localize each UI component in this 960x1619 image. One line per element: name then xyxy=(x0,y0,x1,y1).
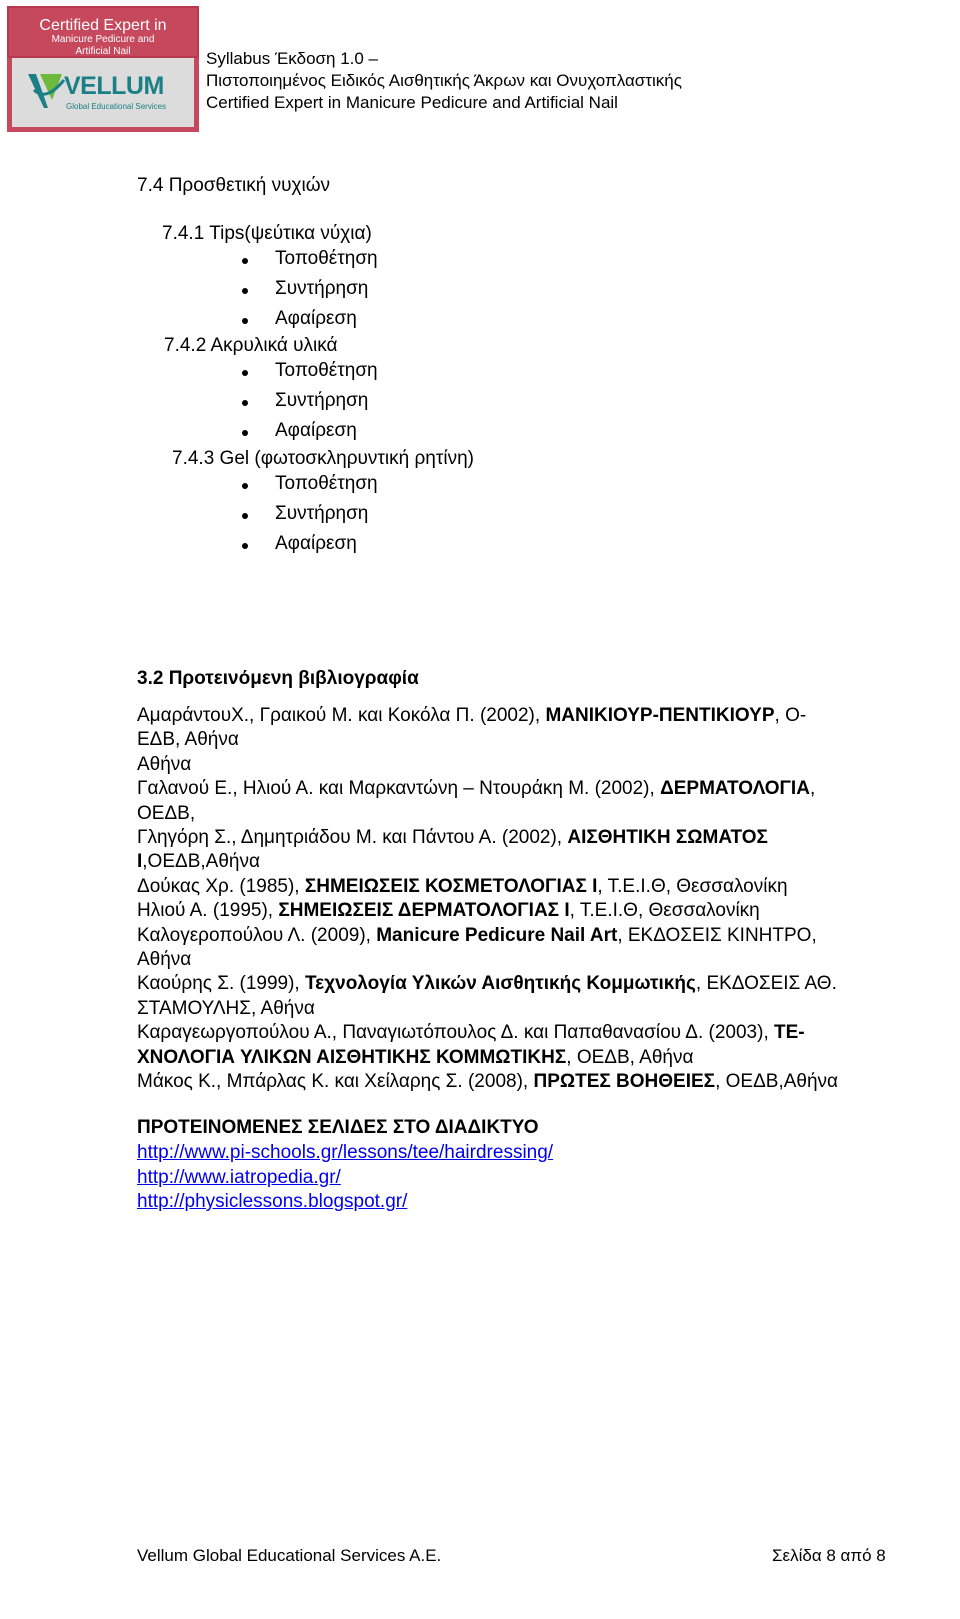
bibliography-text: Αθήνα xyxy=(137,754,192,775)
bibliography-text: , ΕΚΔΟΣΕΙΣ ΑΘ. xyxy=(695,973,837,994)
bibliography-bold-text: ΣΗΜΕΙΩΣΕΙΣ ΚΟΣΜΕΤΟΛΟΓΙΑΣ Ι xyxy=(304,876,598,897)
bibliography-line xyxy=(137,876,788,898)
bullet-item: Τοποθέτηση xyxy=(275,248,378,269)
bibliography-line xyxy=(137,827,768,849)
bibliography-line xyxy=(137,900,760,922)
bullet-item: Συντήρηση xyxy=(275,503,369,524)
bibliography-line xyxy=(137,998,315,1020)
bibliography-text: Αθήνα xyxy=(137,949,192,970)
logo-brand-panel xyxy=(7,58,199,132)
bullet-item: Τοποθέτηση xyxy=(275,473,378,494)
bibliography-text: Ηλιού Α. (1995), xyxy=(137,900,279,921)
bibliography-text: , Τ.Ε.Ι.Θ, Θεσσαλονίκη xyxy=(569,900,760,921)
bullet-item: Αφαίρεση xyxy=(275,420,357,441)
bibliography-text: Δούκας Χρ. (1985), xyxy=(137,876,305,897)
bibliography-bold-text: ΤΕ- xyxy=(774,1022,805,1043)
bibliography-text: Μάκος Κ., Μπάρλας Κ. και Χείλαρης Σ. (2008), xyxy=(137,1071,534,1092)
bibliography-bold-text: Manicure Pedicure Nail Art xyxy=(376,925,618,946)
logo-line-2: Manicure Pedicure and xyxy=(51,34,155,45)
bullet-item: Αφαίρεση xyxy=(275,308,357,329)
bibliography-line xyxy=(137,973,837,995)
bibliography-title: 3.2 Προτεινόμενη βιβλιογραφία xyxy=(137,668,419,689)
bibliography-line xyxy=(137,705,806,727)
bullet-dot-icon xyxy=(242,430,248,436)
bullet-dot-icon xyxy=(242,513,248,519)
bullet-dot-icon xyxy=(242,288,248,294)
bibliography-text: ΣΤΑΜΟΥΛΗΣ, Αθήνα xyxy=(137,998,315,1019)
company-logo xyxy=(7,6,199,132)
bibliography-line xyxy=(137,1047,693,1069)
bibliography-line xyxy=(137,729,239,751)
vellum-v-mark-icon xyxy=(26,70,66,112)
subsection-title: 7.4.1 Tips(ψεύτικα νύχια) xyxy=(162,223,372,244)
bibliography-line xyxy=(137,851,260,873)
bullet-item: Συντήρηση xyxy=(275,390,369,411)
header-title-english: Certified Expert in Manicure Pedicure and Artificial Nail xyxy=(206,93,618,112)
bibliography-text: ,ΟΕΔΒ,Αθήνα xyxy=(142,851,260,872)
bibliography-line xyxy=(137,1022,805,1044)
bullet-dot-icon xyxy=(242,258,248,264)
bibliography-text: Γληγόρη Σ., Δημητριάδου Μ. και Πάντου Α. (2002), xyxy=(137,827,568,848)
footer-page-number: Σελίδα 8 από 8 xyxy=(772,1546,886,1565)
bibliography-text: Καλογεροπούλου Λ. (2009), xyxy=(137,925,377,946)
web-pages-title: ΠΡΟΤΕΙΝΟΜΕΝΕΣ ΣΕΛΙΔΕΣ ΣΤΟ ΔΙΑΔΙΚΤΥΟ xyxy=(137,1117,539,1138)
web-link[interactable]: http://physiclessons.blogspot.gr/ xyxy=(137,1191,408,1212)
bibliography-bold-text: ΠΡΩΤΕΣ ΒΟΗΘΕΙΕΣ xyxy=(533,1071,716,1092)
bibliography-bold-text: ΔΕΡΜΑΤΟΛΟΓΙΑ xyxy=(660,778,810,799)
bullet-dot-icon xyxy=(242,483,248,489)
bibliography-text: , xyxy=(809,778,816,799)
bullet-dot-icon xyxy=(242,318,248,324)
bibliography-bold-text: Ι xyxy=(137,851,143,872)
bibliography-bold-text: ΑΙΣΘΗΤΙΚΗ ΣΩΜΑΤΟΣ xyxy=(567,827,768,848)
bullet-dot-icon xyxy=(242,543,248,549)
bibliography-text: ΟΕΔΒ, xyxy=(137,803,196,824)
bullet-dot-icon xyxy=(242,400,248,406)
bullet-item: Συντήρηση xyxy=(275,278,369,299)
logo-line-3: Artificial Nail xyxy=(75,46,131,57)
bibliography-bold-text: ΣΗΜΕΙΩΣΕΙΣ ΔΕΡΜΑΤΟΛΟΓΙΑΣ Ι xyxy=(278,900,570,921)
bibliography-text: Καούρης Σ. (1999), xyxy=(137,973,305,994)
header-title-greek: Πιστοποιημένος Ειδικός Αισθητικής Άκρων και Ονυχοπλαστικής xyxy=(206,71,682,90)
bibliography-text: , ΟΕΔΒ, Αθήνα xyxy=(566,1047,694,1068)
bibliography-line xyxy=(137,778,815,800)
bibliography-bold-text: ΧΝΟΛΟΓΙΑ ΥΛΙΚΩΝ ΑΙΣΘΗΤΙΚΗΣ ΚΟΜΜΩΤΙΚΗΣ xyxy=(137,1047,567,1068)
logo-brand-name: VELLUM xyxy=(64,72,164,100)
bullet-dot-icon xyxy=(242,370,248,376)
bibliography-text: ΑμαράντουΧ., Γραικού Μ. και Κοκόλα Π. (2002), xyxy=(137,705,546,726)
bibliography-text: ΕΔΒ, Αθήνα xyxy=(137,729,239,750)
header-syllabus-version: Syllabus Έκδοση 1.0 – xyxy=(206,49,379,68)
bibliography-text: , Ο- xyxy=(774,705,807,726)
bibliography-bold-text: ΜΑΝΙΚΙΟΥΡ-ΠΕΝΤΙΚΙΟΥΡ xyxy=(545,705,775,726)
bibliography-line xyxy=(137,754,191,776)
bibliography-line xyxy=(137,1071,838,1093)
logo-brand-subtitle: Global Educational Services xyxy=(66,102,167,111)
web-link[interactable]: http://www.iatropedia.gr/ xyxy=(137,1166,341,1188)
footer-company: Vellum Global Educational Services A.E. xyxy=(137,1546,442,1565)
bibliography-text: , Τ.Ε.Ι.Θ, Θεσσαλονίκη xyxy=(597,876,788,897)
bibliography-line xyxy=(137,925,817,947)
bibliography-text: Καραγεωργοπούλου Α., Παναγιωτόπουλος Δ. και Παπαθανασίου Δ. (2003), xyxy=(137,1022,775,1043)
bullet-item: Αφαίρεση xyxy=(275,533,357,554)
bibliography-line xyxy=(137,803,195,825)
bibliography-text: , ΕΚΔΟΣΕΙΣ ΚΙΝΗΤΡΟ, xyxy=(617,925,817,946)
bibliography-text: , ΟΕΔΒ,Αθήνα xyxy=(715,1071,839,1092)
bullet-item: Τοποθέτηση xyxy=(275,360,378,381)
logo-certification-banner xyxy=(7,6,199,58)
logo-line-1: Certified Expert in xyxy=(39,17,167,34)
bibliography-text: Γαλανού Ε., Ηλιού Α. και Μαρκαντώνη – Ντουράκη Μ. (2002), xyxy=(137,778,661,799)
subsection-title: 7.4.3 Gel (φωτοσκληρυντική ρητίνη) xyxy=(172,448,474,469)
bibliography-bold-text: Τεχνολογία Υλικών Αισθητικής Κομμωτικής xyxy=(304,973,696,994)
web-link[interactable]: http://www.pi-schools.gr/lessons/tee/hairdressing/ xyxy=(137,1142,554,1163)
subsection-title: 7.4.2 Ακρυλικά υλικά xyxy=(164,335,338,356)
bibliography-line xyxy=(137,949,191,971)
section-title: 7.4 Προσθετική νυχιών xyxy=(137,175,331,196)
